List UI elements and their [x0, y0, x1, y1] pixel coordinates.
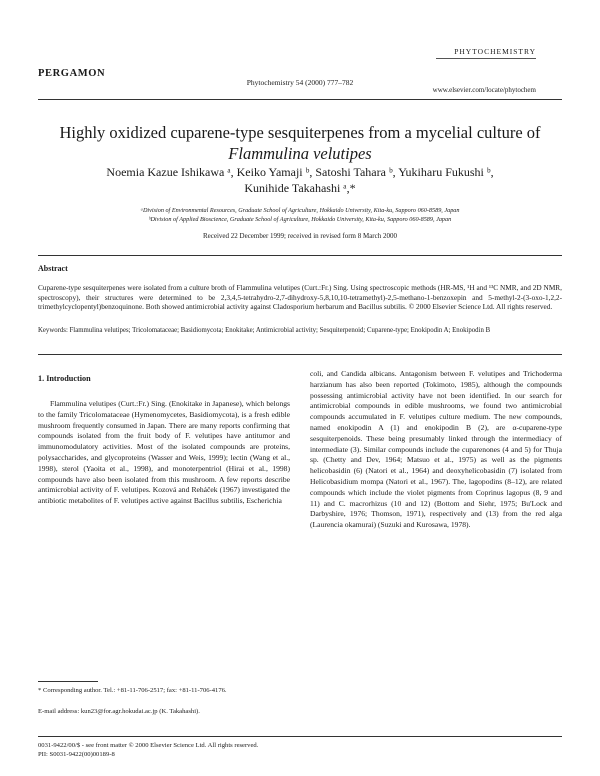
author-list [40, 164, 560, 196]
footer-divider [38, 736, 562, 737]
footer-issn: 0031-9422/00/$ - see front matter © 2000 Elsevier Science Ltd. All rights reserved. [38, 742, 259, 749]
title-main: Highly oxidized cuparene-type sesquiterpenes from a mycelial culture of [59, 123, 541, 142]
intro-paragraph-right: coli, and Candida albicans. Antagonism between F. velutipes and Trichoderma harzianum has also been reported (Tokimoto, 1985), although the compounds possessing antimicrobial activity have not been identified. In our search for antimicrobial compounds in edible mushrooms, we found two antimicrobial compounds accumulated in F. velutipes culture medium. The new compounds, named enokipodin A (1) and enokipodin B (2), are α-cuparene-type sesquiterpenoids. These being presumably linked through the intermediacy of intermediate (3). Similar compounds include the cuparenones (4 and 5) for Thuja sp. (Chetty and Dev, 1964; Matsuo et al., 1975) as well as the pigments helicobasidin (6) (Natori et al., 1964) and deoxyhelicobasidin (7) isolated from Helicobasidium mompa (Natori et al., 1967). The, lagopodins (8–12), are related compounds which include the violet pigments from Coprinus lagopus (8, 9 and 11) and C. macrorhizus (10 and 12) (Bottom and Siehr, 1975; Bu'Lock and Darbyshire, 1976; Thomson, 1971), respectively and (13) from the red alga (Laurencia okamurai) (Suzuki and Kurosawa, 1978). [310, 369, 562, 530]
journal-reference: Phytochemistry 54 (2000) 777–782 [246, 78, 354, 87]
title-species: Flammulina velutipes [228, 144, 372, 163]
footer-info [38, 741, 258, 759]
section-heading-introduction: 1. Introduction [38, 374, 91, 383]
header-divider [38, 99, 562, 100]
authors-line-2: Kunihide Takahashi ᵃ,* [244, 181, 356, 195]
abstract-text: Cuparene-type sesquiterpenes were isolated from a culture broth of Flammulina velutipes (Curt.:Fr.) Sing. Using spectroscopic methods (HR-MS, ¹H and ¹³C NMR, and 2D NMR, spectroscopy), their structures were determined to be 2,3,4,5-tetrahydro-2,7-dihydroxy-5,8,10,10-tetramethyl)-2,5-methano-1-benzoxepin and 5-methyl-2-(3-oxo-1,2,2-trimethylcyclopentyl)benzoquinone. Both showed antimicrobial activity against Cladosporium herbarum and Bacillus subtilis. © 2000 Elsevier Science Ltd. All rights reserved. [38, 283, 562, 312]
received-dates: Received 22 December 1999; received in revised form 8 March 2000 [203, 232, 397, 240]
footnote-email[interactable]: E-mail address: kun23@for.agr.hokudai.ac.jp (K. Takahashi). [38, 708, 200, 715]
authors-line-1: Noemia Kazue Ishikawa ᵃ, Keiko Yamaji ᵇ, Satoshi Tahara ᵇ, Yukiharu Fukushi ᵇ, [106, 165, 494, 179]
article-title [40, 122, 560, 164]
affiliation-b: ᵇDivision of Applied Bioscience, Graduate School of Agriculture, Hokkaido University, Kita-ku, Sapporo 060-8589, Japan [148, 216, 452, 223]
keywords: Keywords: Flammulina velutipes; Tricolomataceae; Basidiomycota; Enokitake; Antimicrobial activity; Sesquiterpenoid; Cuparene-type; Enokipodin A; Enokipodin B [38, 327, 491, 334]
abstract-divider-bottom [38, 354, 562, 355]
intro-column-right [310, 369, 562, 531]
intro-paragraph-left: Flammulina velutipes (Curt.:Fr.) Sing. (Enokitake in Japanese), which belongs to the family Tricolomataceae (Hymenomycetes, Basidiomycota), is a fresh edible mushroom frequently consumed in Japan. There are many reports confirming that compounds isolated from the fruit body of F. velutipes have antitumor and immunomodulatory activities. Most of the isolated compounds are proteins, polysaccharides, and glycoproteins (Wasser and Weis, 1999); lectin (Wang et al., 1998), sterol (Yaoita et al., 1998), and monoterpentriol (Hirai et al., 1998) compounds have also been isolated from this mushroom. A few reports describe antimicrobial activity of F. velutipes. Kozová and Reháček (1967) investigated the antibiotic metabolites of F. velutipes active against Bacillus subtilis, Escherichia [38, 399, 290, 506]
journal-url[interactable]: www.elsevier.com/locate/phytochem [432, 86, 536, 94]
footnote-divider [38, 681, 98, 682]
journal-rule [436, 58, 536, 59]
affiliations [40, 206, 560, 224]
abstract-divider-top [38, 255, 562, 256]
affiliation-a: ᵃDivision of Environmental Resources, Graduate School of Agriculture, Hokkaido University, Kita-ku, Sapporo 060-8589, Japan [140, 207, 460, 214]
intro-column-left [38, 399, 290, 507]
footer-pii: PII: S0031-9422(00)00189-8 [38, 751, 115, 758]
journal-name: PHYTOCHEMISTRY [454, 47, 536, 56]
footnote-corresponding: * Corresponding author. Tel.: +81-11-706-2517; fax: +81-11-706-4176. [38, 687, 227, 694]
publisher-logo-text: PERGAMON [38, 68, 106, 79]
abstract-heading: Abstract [38, 264, 68, 273]
